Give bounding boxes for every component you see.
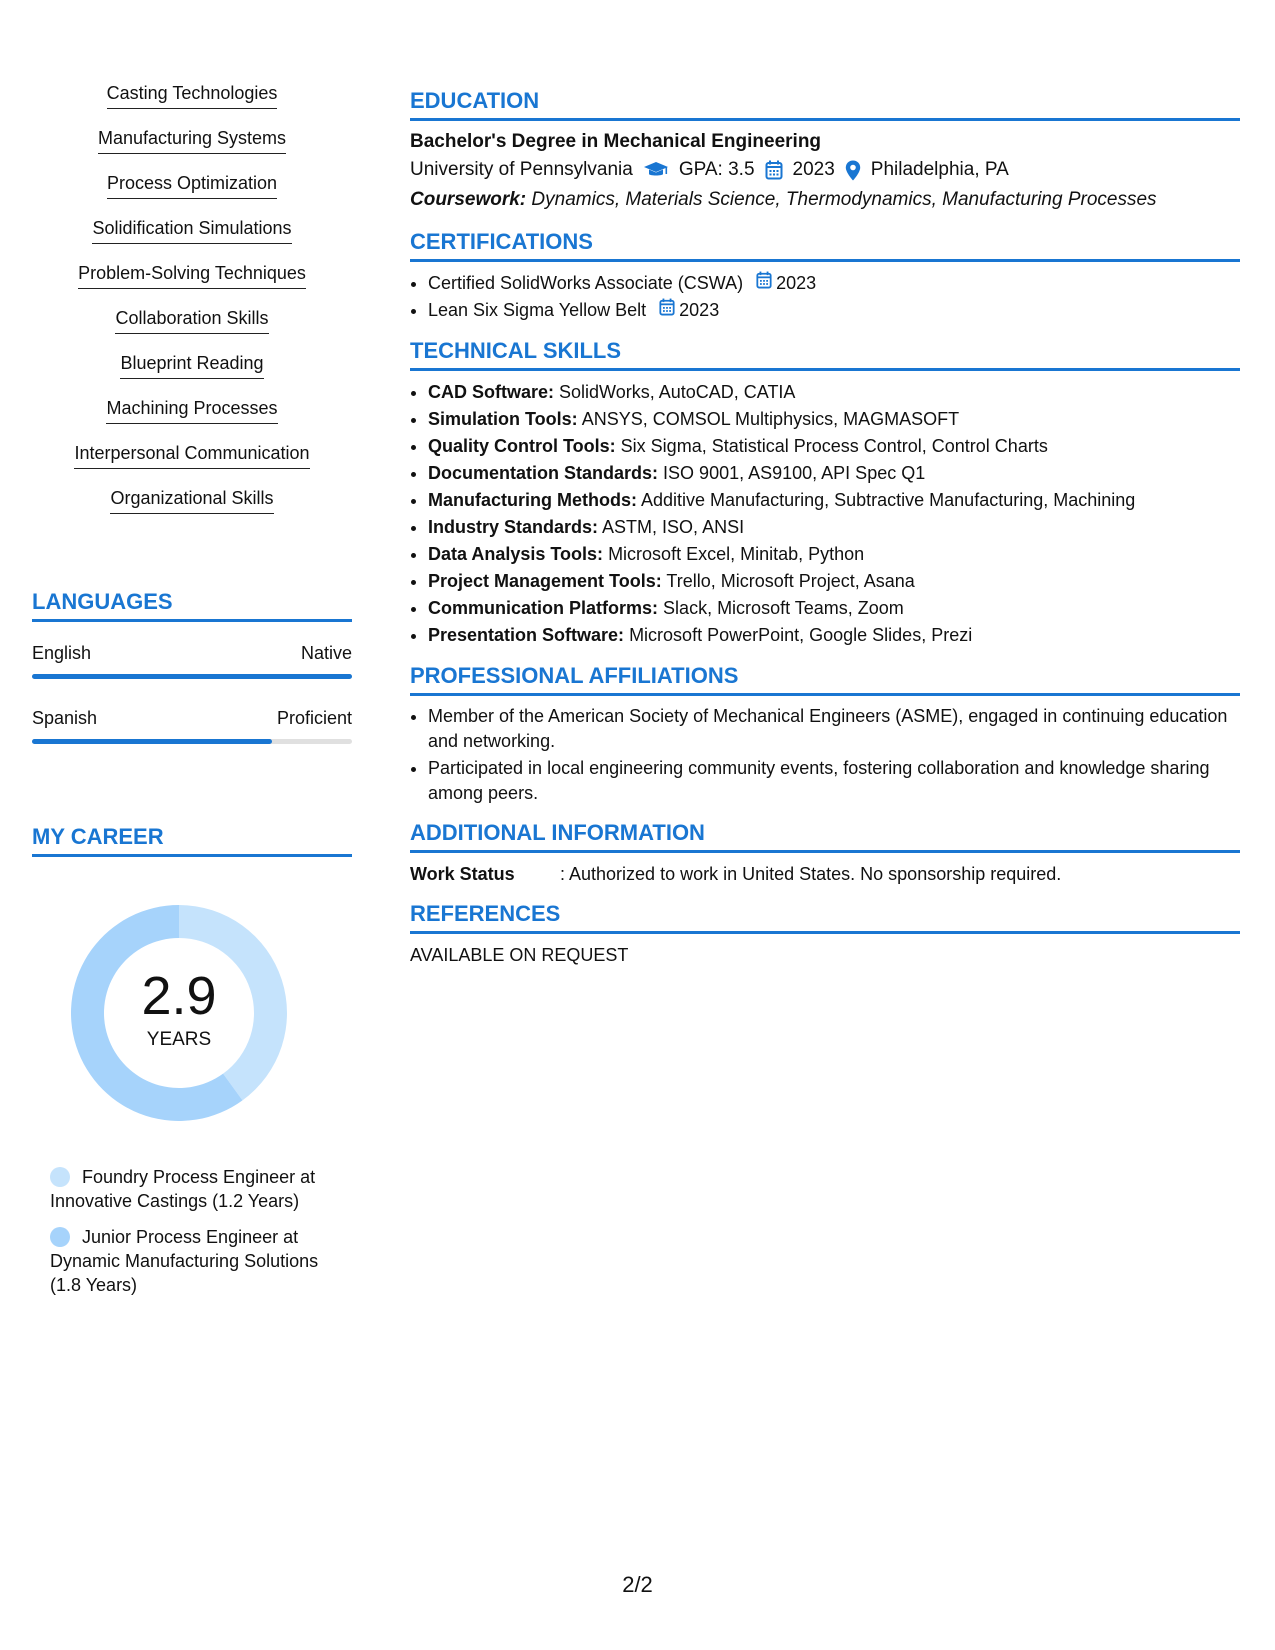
school-location: Philadelphia, PA bbox=[870, 159, 1009, 180]
language-level: Proficient bbox=[276, 708, 352, 728]
skill-item: Casting Technologies bbox=[107, 82, 278, 109]
affiliation-item: • Participated in local engineering community events, fostering collaboration and knowledge sharing among peers. bbox=[428, 756, 1240, 806]
language-level: Native bbox=[300, 643, 352, 663]
skill-category: CAD Software: bbox=[428, 382, 555, 402]
language-bar bbox=[32, 739, 352, 744]
certification-item bbox=[428, 270, 1240, 297]
skill-category: Manufacturing Methods: bbox=[428, 490, 637, 510]
skill-values: ISO 9001, AS9100, API Spec Q1 bbox=[663, 463, 926, 483]
skill-category: Communication Platforms: bbox=[428, 598, 659, 618]
skill-category: Data Analysis Tools: bbox=[428, 544, 604, 564]
calendar-icon bbox=[765, 160, 783, 180]
certification-name: Certified SolidWorks Associate (CSWA) bbox=[428, 273, 744, 293]
skill-category: Quality Control Tools: bbox=[428, 436, 616, 456]
skill-values: ASTM, ISO, ANSI bbox=[602, 517, 745, 537]
languages-heading: LANGUAGES bbox=[32, 589, 352, 622]
legend-item bbox=[50, 1225, 330, 1297]
language-bar-fill bbox=[32, 739, 272, 744]
graduation-cap-icon bbox=[643, 161, 669, 179]
certification-name: Lean Six Sigma Yellow Belt bbox=[428, 300, 647, 320]
skill-values: Trello, Microsoft Project, Asana bbox=[666, 571, 915, 591]
technical-skill-item bbox=[428, 541, 1240, 568]
skill-values: Six Sigma, Statistical Process Control, Control Charts bbox=[620, 436, 1048, 456]
legend-dot bbox=[50, 1167, 70, 1187]
legend-label: Foundry Process Engineer at Innovative Castings (1.2 Years) bbox=[50, 1167, 316, 1211]
references-section bbox=[410, 901, 1240, 968]
references-text: AVAILABLE ON REQUEST bbox=[410, 945, 629, 965]
skill-item: Collaboration Skills bbox=[115, 307, 268, 334]
technical-skill-item bbox=[428, 460, 1240, 487]
page-number: 2/2 bbox=[622, 1572, 653, 1597]
skill-category: Documentation Standards: bbox=[428, 463, 659, 483]
degree-title: Bachelor's Degree in Mechanical Engineering bbox=[410, 131, 822, 152]
right-column bbox=[410, 88, 1240, 982]
affiliation-item: • Member of the American Society of Mechanical Engineers (ASME), engaged in continuing education and networking. bbox=[428, 704, 1240, 754]
language-name: English bbox=[32, 643, 92, 663]
legend-label: Junior Process Engineer at Dynamic Manufacturing Solutions (1.8 Years) bbox=[50, 1227, 319, 1295]
career-legend bbox=[50, 1165, 330, 1297]
legend-item bbox=[50, 1165, 330, 1213]
references-heading: REFERENCES bbox=[410, 901, 1240, 934]
coursework-list: Dynamics, Materials Science, Thermodynamics, Manufacturing Processes bbox=[531, 189, 1157, 210]
skill-values: ANSYS, COMSOL Multiphysics, MAGMASOFT bbox=[581, 409, 960, 429]
technical-skill-item bbox=[428, 568, 1240, 595]
additional-info-section bbox=[410, 820, 1240, 887]
affiliations-list bbox=[410, 704, 1240, 806]
technical-skill-item bbox=[428, 433, 1240, 460]
technical-skill-item bbox=[428, 514, 1240, 541]
skill-item: Solidification Simulations bbox=[92, 217, 291, 244]
education-section bbox=[410, 88, 1240, 215]
graduation-year: 2023 bbox=[792, 159, 835, 180]
skill-values: Microsoft Excel, Minitab, Python bbox=[608, 544, 865, 564]
technical-skill-item bbox=[428, 406, 1240, 433]
skill-item: Process Optimization bbox=[107, 172, 277, 199]
skill-item: Blueprint Reading bbox=[120, 352, 263, 379]
coursework bbox=[410, 185, 1240, 215]
language-bar bbox=[32, 674, 352, 679]
technical-skills-heading: TECHNICAL SKILLS bbox=[410, 338, 1240, 371]
skill-item: Organizational Skills bbox=[110, 487, 273, 514]
technical-skills-section bbox=[410, 338, 1240, 649]
skill-values: Slack, Microsoft Teams, Zoom bbox=[663, 598, 904, 618]
work-status-row bbox=[410, 861, 1240, 887]
skill-values: SolidWorks, AutoCAD, CATIA bbox=[559, 382, 796, 402]
technical-skill-item bbox=[428, 487, 1240, 514]
skill-item: Machining Processes bbox=[106, 397, 277, 424]
technical-skills-list bbox=[410, 379, 1240, 649]
language-bar-fill bbox=[32, 674, 352, 679]
skills-list bbox=[32, 82, 352, 532]
language-name: Spanish bbox=[32, 708, 98, 728]
language-entry bbox=[32, 642, 352, 679]
certification-item bbox=[428, 297, 1240, 324]
skill-category: Project Management Tools: bbox=[428, 571, 662, 591]
work-status-label: Work Status bbox=[410, 864, 515, 884]
certification-year: 2023 bbox=[679, 300, 720, 320]
career-unit: YEARS bbox=[146, 1029, 212, 1050]
career-heading: MY CAREER bbox=[32, 824, 352, 857]
calendar-icon bbox=[659, 297, 679, 324]
certification-year: 2023 bbox=[776, 273, 817, 293]
affiliations-section bbox=[410, 663, 1240, 806]
career-donut-chart bbox=[67, 901, 291, 1125]
left-column bbox=[32, 82, 352, 1309]
donut-center bbox=[67, 901, 291, 1125]
technical-skill-item bbox=[428, 595, 1240, 622]
map-pin-icon bbox=[845, 160, 861, 181]
technical-skill-item bbox=[428, 622, 1240, 649]
education-heading: EDUCATION bbox=[410, 88, 1240, 121]
skill-category: Presentation Software: bbox=[428, 625, 625, 645]
skill-category: Industry Standards: bbox=[428, 517, 599, 537]
certifications-list bbox=[410, 270, 1240, 324]
school-name: University of Pennsylvania bbox=[410, 159, 633, 180]
education-details bbox=[410, 155, 1240, 185]
skill-item: Problem-Solving Techniques bbox=[78, 262, 306, 289]
certifications-section bbox=[410, 229, 1240, 324]
legend-dot bbox=[50, 1227, 70, 1247]
skill-item: Interpersonal Communication bbox=[74, 442, 309, 469]
gpa: GPA: 3.5 bbox=[678, 159, 755, 180]
affiliations-heading: PROFESSIONAL AFFILIATIONS bbox=[410, 663, 1240, 696]
skill-values: Microsoft PowerPoint, Google Slides, Prezi bbox=[629, 625, 973, 645]
skill-item: Manufacturing Systems bbox=[98, 127, 286, 154]
additional-info-heading: ADDITIONAL INFORMATION bbox=[410, 820, 1240, 853]
coursework-label: Coursework: bbox=[410, 189, 527, 210]
career-total: 2.9 bbox=[141, 966, 217, 1026]
skill-values: Additive Manufacturing, Subtractive Manufacturing, Machining bbox=[641, 490, 1136, 510]
skill-category: Simulation Tools: bbox=[428, 409, 578, 429]
language-entry bbox=[32, 707, 352, 744]
work-status-value: : Authorized to work in United States. No sponsorship required. bbox=[560, 864, 1062, 884]
certifications-heading: CERTIFICATIONS bbox=[410, 229, 1240, 262]
calendar-icon bbox=[756, 270, 776, 297]
technical-skill-item bbox=[428, 379, 1240, 406]
